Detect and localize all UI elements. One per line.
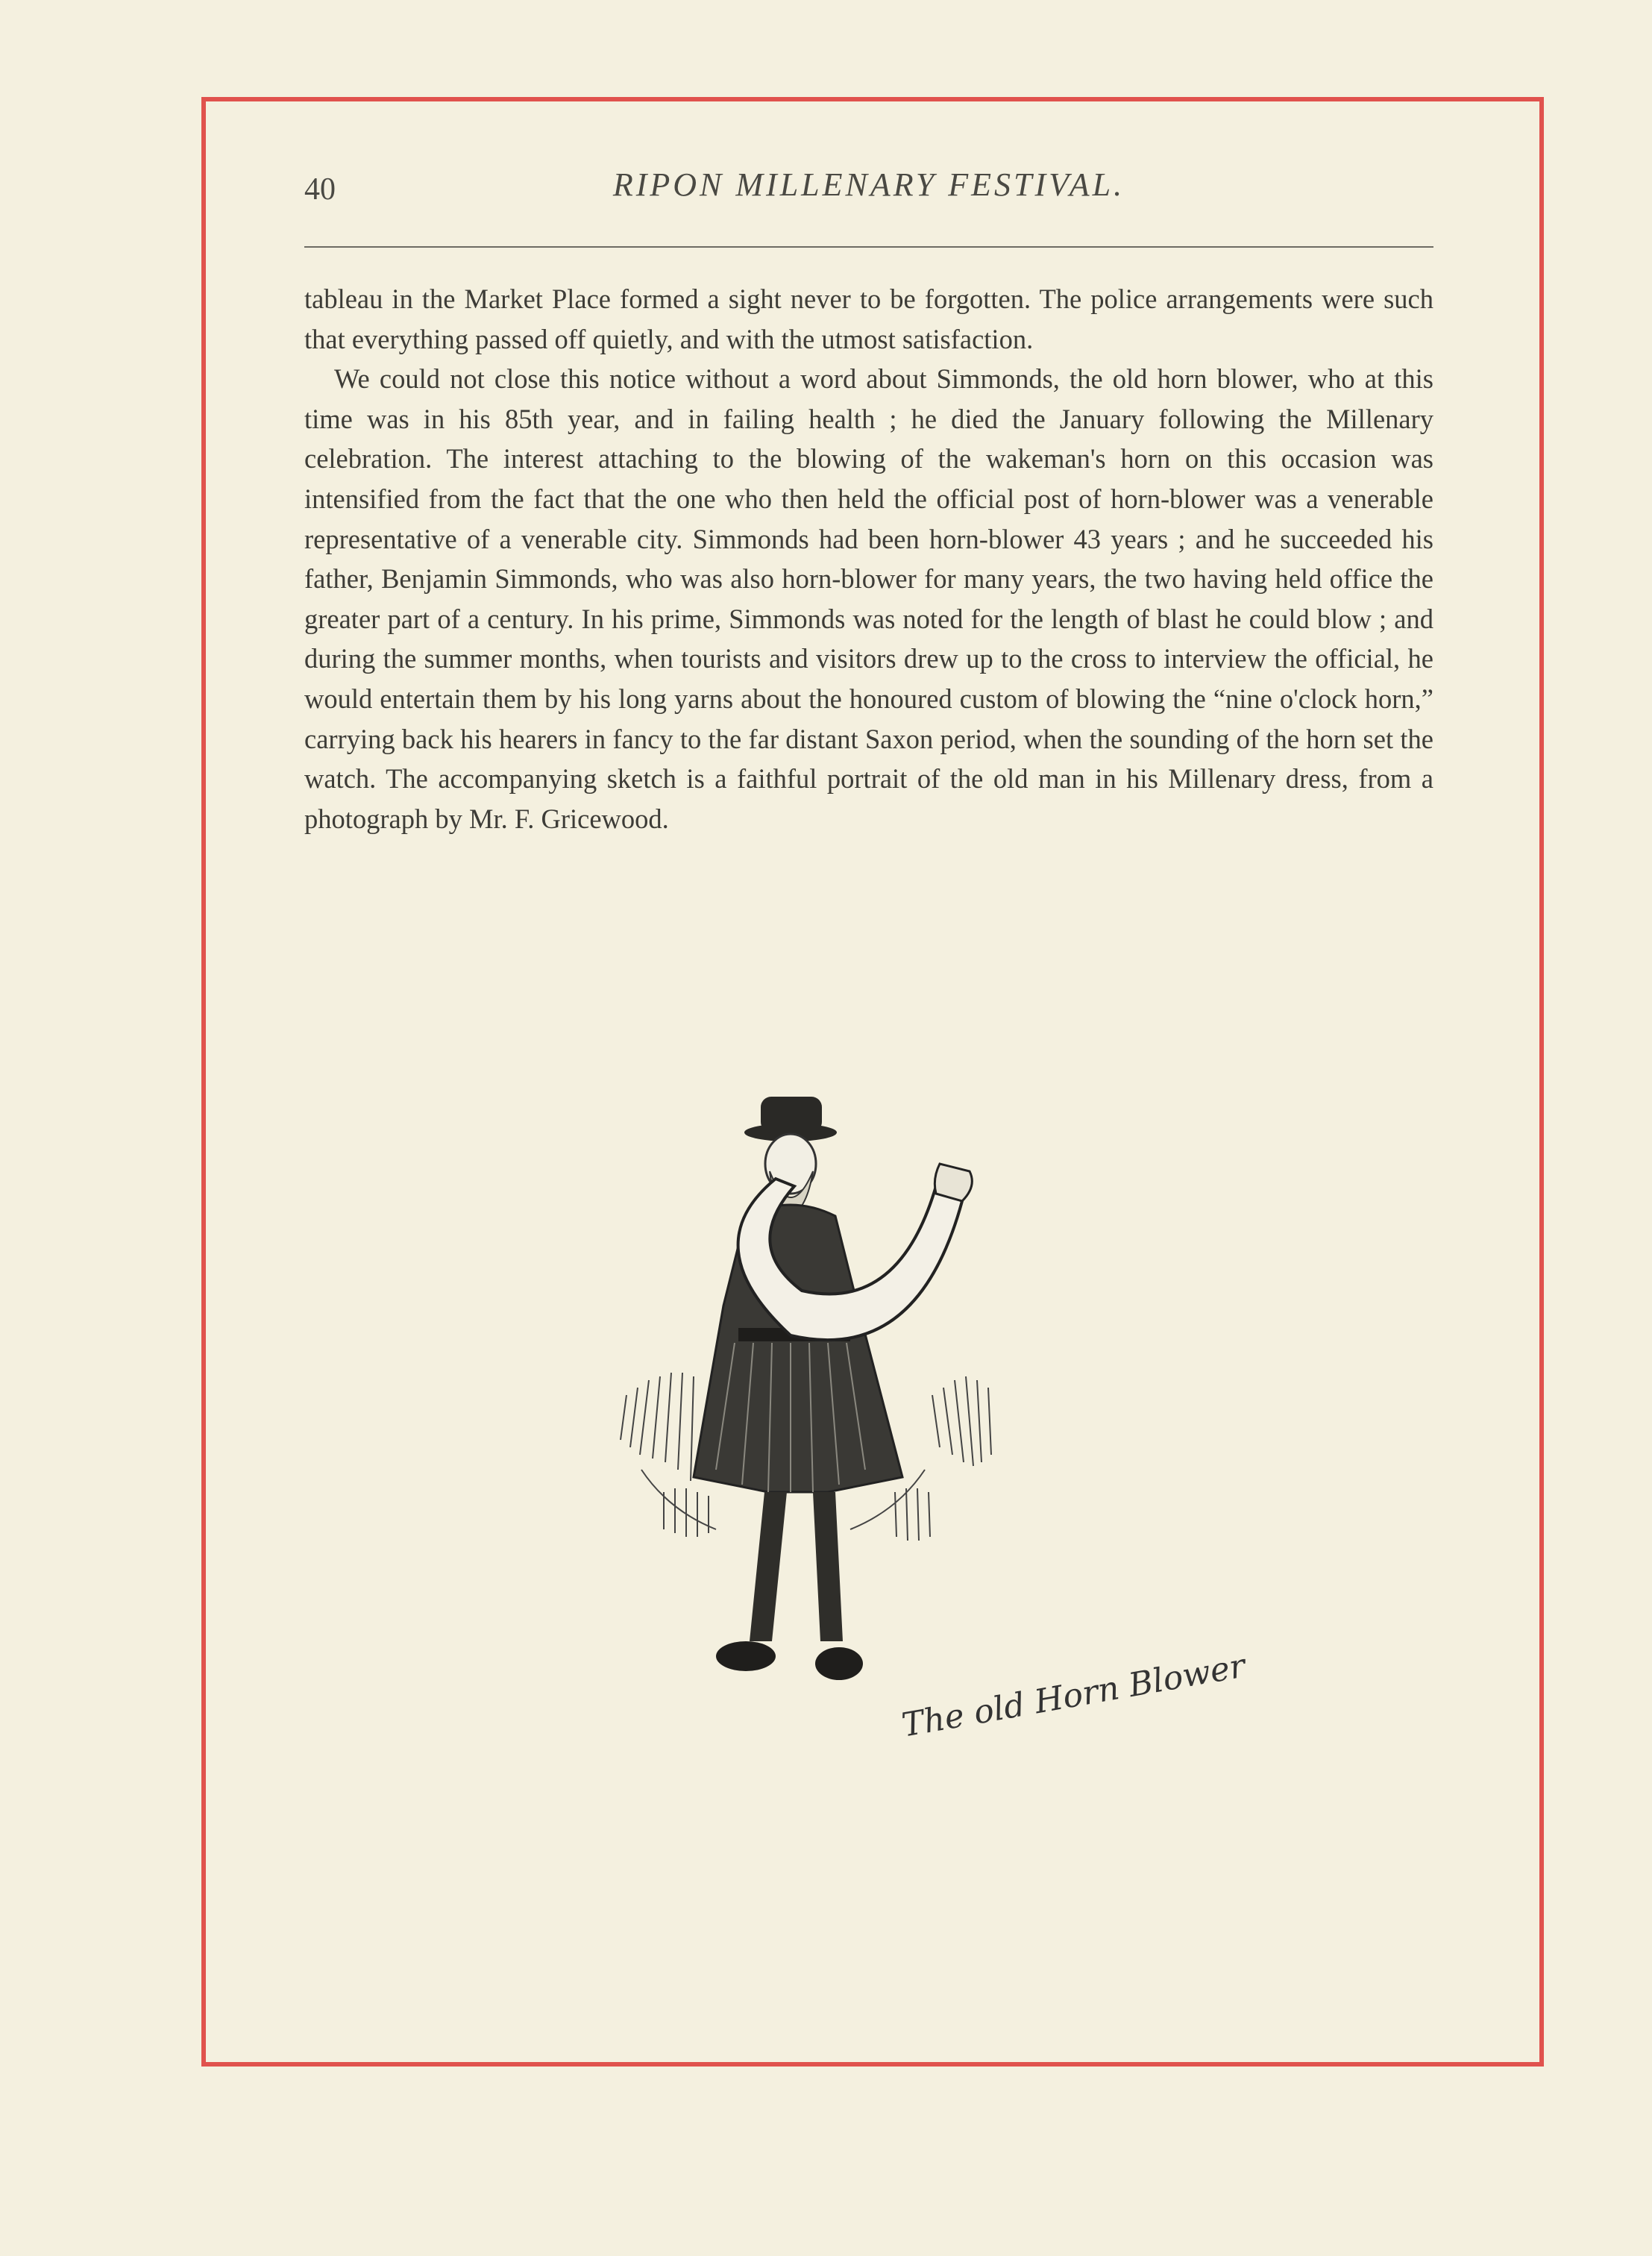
page-number: 40	[304, 172, 336, 207]
right-shoe	[815, 1647, 863, 1680]
header-rule	[304, 246, 1433, 248]
body-text	[304, 279, 1433, 839]
legs	[750, 1492, 843, 1641]
illustration-caption: The old Horn Blower	[899, 1646, 1249, 1745]
paragraph-2: We could not close this notice without a word about Simmonds, the old horn blower, who at this time was in his 85th year, and in failing health ; he died the January following the Millenary celebration. The interest attaching to the blowing of the wakeman's horn on this occasion was intensified from the fact that the one who then held the official post of horn-blower was a venerable representative of a venerable city. Simmonds had been horn-blower 43 years ; and he succeeded his father, Benjamin Simmonds, who was also horn-blower for many years, the two having held office the greater part of a century. In his prime, Simmonds was noted for the length of blast he could blow ; and during the summer months, when tourists and visitors drew up to the cross to interview the official, he would entertain them by his long yarns about the honoured custom of blowing the “nine o'clock horn,” carrying back his hearers in fancy to the far distant Saxon period, when the sounding of the horn set the watch. The accompanying sketch is a faithful portrait of the old man in his Millenary dress, from a photograph by Mr. F. Gricewood.	[304, 363, 1433, 834]
tunic	[694, 1205, 902, 1492]
horn	[738, 1179, 962, 1340]
running-head	[304, 166, 1433, 218]
paragraph-1: tableau in the Market Place formed a sight never to be forgotten. The police arrangements were such that everything passed off quietly, and with the utmost satisfaction.	[304, 283, 1433, 354]
horn-blower-illustration	[574, 1074, 1249, 1776]
left-shoe	[716, 1641, 776, 1671]
running-title: RIPON MILLENARY FESTIVAL.	[612, 166, 1125, 203]
